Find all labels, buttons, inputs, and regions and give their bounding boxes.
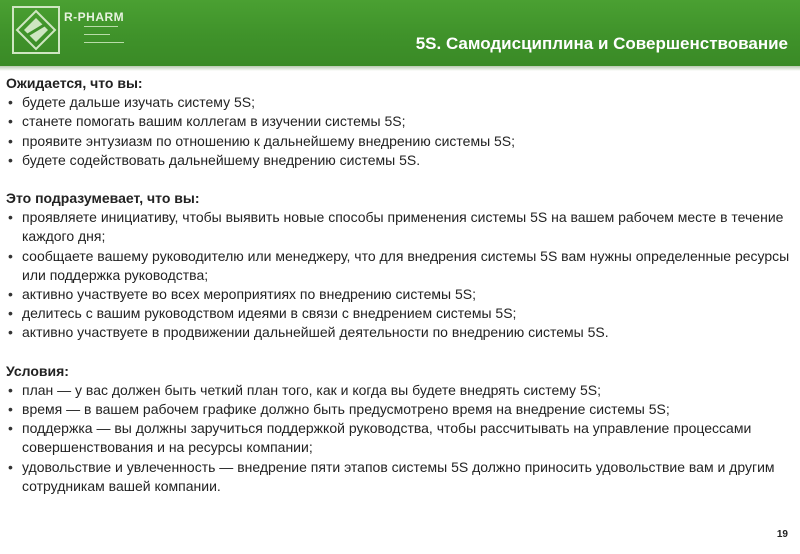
brand-decoration <box>84 26 134 50</box>
list-item: • поддержка — вы должны заручиться поддержкой руководства, чтобы рассчитывать на управление процессами совершенствования и на ресурсы компании; <box>6 419 790 457</box>
list-item: • время — в вашем рабочем графике должно быть предусмотрено время на внедрение системы 5S; <box>6 400 790 419</box>
section-heading: Это подразумевает, что вы: <box>6 190 200 207</box>
header-divider <box>0 66 800 71</box>
section-heading: Условия: <box>6 362 69 379</box>
list-item: • удовольствие и увлеченность — внедрение пяти этапов системы 5S должно приносить удовольствие вам и другим сотрудникам вашей компании. <box>6 458 790 496</box>
slide-content <box>6 74 790 515</box>
list-item: • сообщаете вашему руководителю или менеджеру, что для внедрения системы 5S вам нужны определенные ресурсы или поддержка руководства; <box>6 247 790 285</box>
bullet-list <box>6 208 790 342</box>
list-item: • будете содействовать дальнейшему внедрению системы 5S. <box>6 151 790 170</box>
r-pharm-logo-icon <box>12 6 60 54</box>
bullet-list <box>6 381 790 496</box>
slide-header <box>0 0 800 66</box>
list-item: • активно участвуете в продвижении дальнейшей деятельности по внедрению системы 5S. <box>6 323 790 342</box>
list-item: • активно участвуете во всех мероприятиях по внедрению системы 5S; <box>6 285 790 304</box>
page-number: 19 <box>776 529 788 540</box>
slide-title: 5S. Самодисциплина и Совершенствование <box>415 34 788 53</box>
bullet-list <box>6 93 790 170</box>
list-item: • будете дальше изучать систему 5S; <box>6 93 790 112</box>
section-expectations <box>6 74 790 170</box>
list-item: • план — у вас должен быть четкий план того, как и когда вы будете внедрять систему 5S; <box>6 381 790 400</box>
list-item: • проявляете инициативу, чтобы выявить новые способы применения системы 5S на вашем рабочем месте в течение каждого дня; <box>6 208 790 246</box>
section-heading: Ожидается, что вы: <box>6 75 143 91</box>
list-item: • проявите энтузиазм по отношению к дальнейшему внедрению системы 5S; <box>6 132 790 151</box>
section-implications <box>6 189 790 343</box>
section-conditions <box>6 362 790 496</box>
brand-name: R-PHARM <box>64 10 125 24</box>
list-item: • делитесь с вашим руководством идеями в связи с внедрением системы 5S; <box>6 304 790 323</box>
list-item: • станете помогать вашим коллегам в изучении системы 5S; <box>6 112 790 131</box>
